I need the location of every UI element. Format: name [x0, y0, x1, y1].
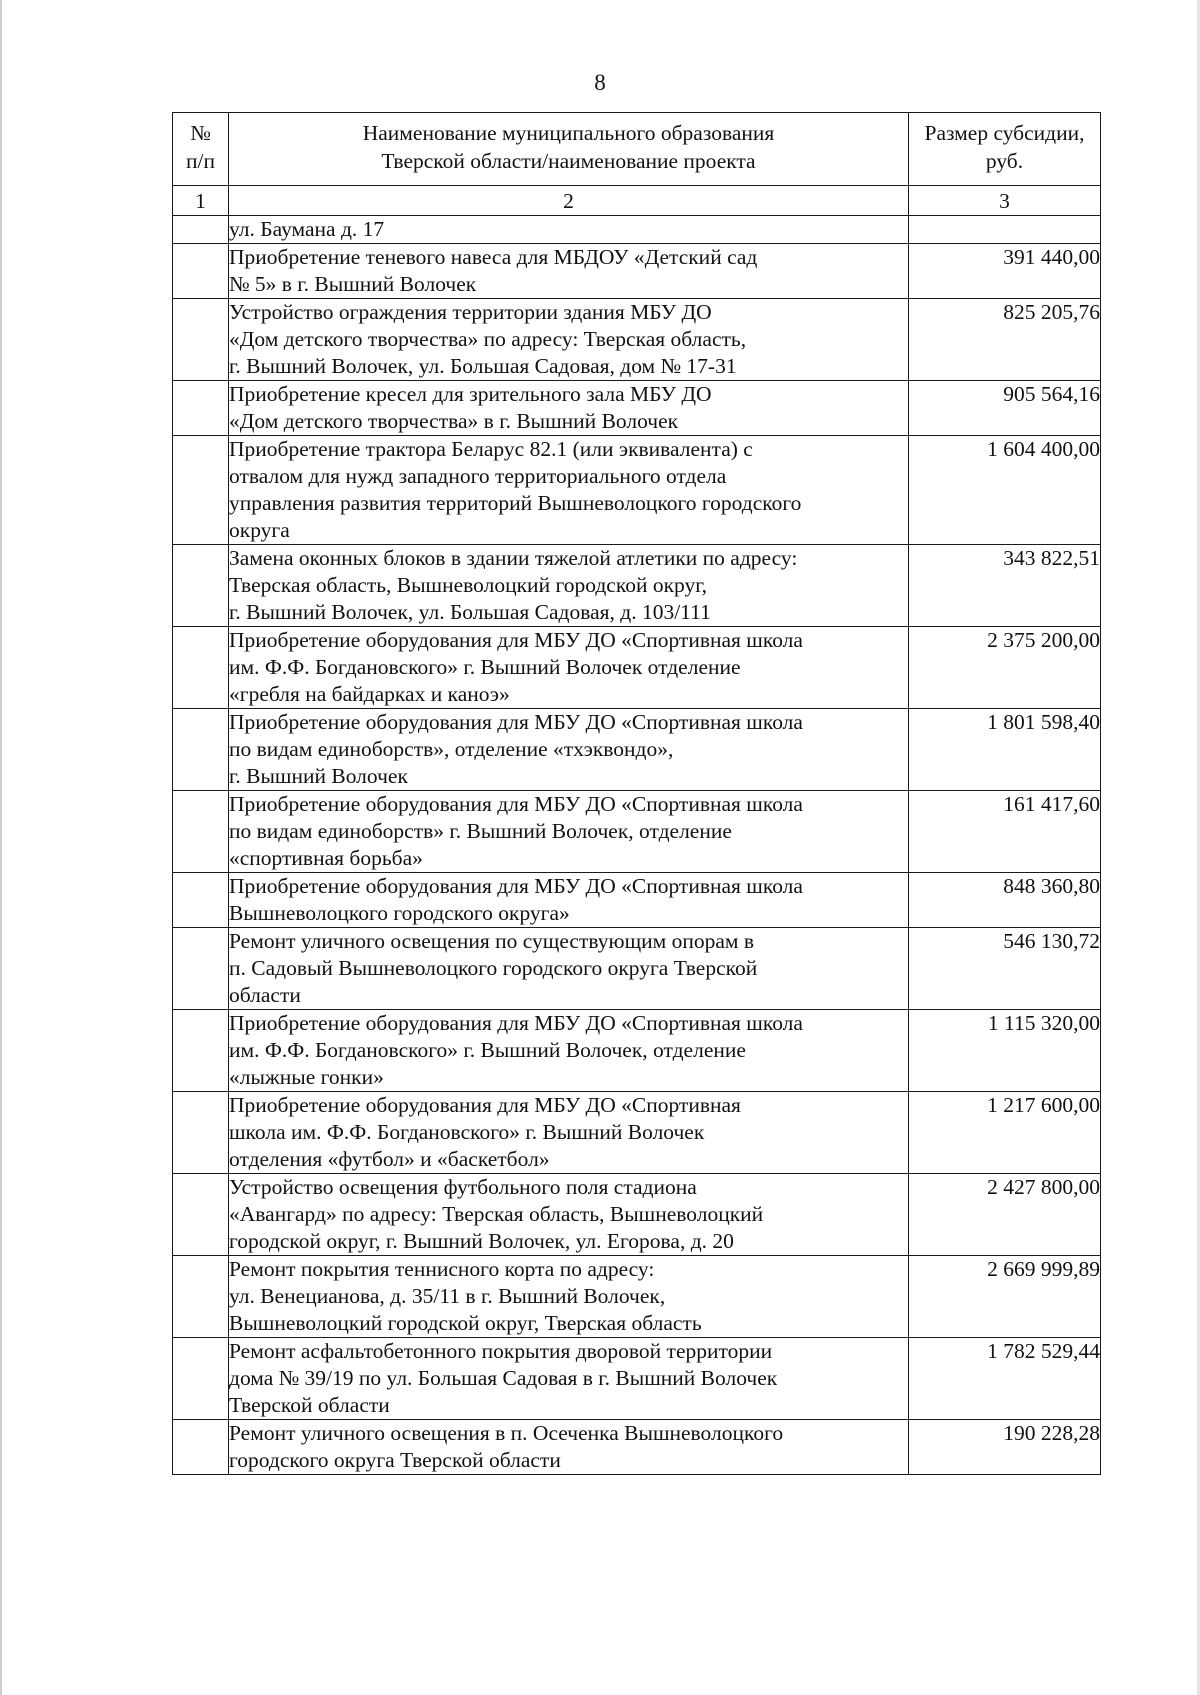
- row-num-cell: [173, 1338, 229, 1420]
- table-header: [173, 113, 1101, 186]
- row-name-cell: [229, 1338, 909, 1420]
- table-row: [173, 1174, 1101, 1256]
- column-number-row: [173, 186, 1101, 216]
- row-amount-cell: 1 782 529,44: [909, 1338, 1101, 1420]
- table-row: [173, 1420, 1101, 1475]
- row-name-line: Приобретение кресел для зрительного зала МБУ ДО: [229, 382, 712, 406]
- row-name-line: отделения «футбол» и «баскетбол»: [229, 1147, 550, 1171]
- row-num-cell: [173, 299, 229, 381]
- row-name-cell: [229, 244, 909, 299]
- table-row: [173, 928, 1101, 1010]
- column-number: 2: [229, 186, 909, 216]
- row-name-line: дома № 39/19 по ул. Большая Садовая в г. Вышний Волочек: [229, 1366, 778, 1390]
- row-name-cell: [229, 928, 909, 1010]
- row-name-line: школа им. Ф.Ф. Богдановского» г. Вышний Волочек: [229, 1120, 705, 1144]
- table-row: [173, 244, 1101, 299]
- row-amount-cell: 2 427 800,00: [909, 1174, 1101, 1256]
- row-name-line: Тверская область, Вышневолоцкий городской округ,: [229, 573, 708, 597]
- row-amount-cell: 190 228,28: [909, 1420, 1101, 1475]
- row-num-cell: [173, 1174, 229, 1256]
- row-amount-cell: 343 822,51: [909, 545, 1101, 627]
- row-amount-cell: 1 604 400,00: [909, 436, 1101, 545]
- row-amount-cell: [909, 216, 1101, 244]
- row-name-cell: [229, 545, 909, 627]
- row-num-cell: [173, 928, 229, 1010]
- row-name-line: отвалом для нужд западного территориального отдела: [229, 464, 727, 488]
- row-name-line: «гребля на байдарках и каноэ»: [229, 682, 510, 706]
- row-num-cell: [173, 1010, 229, 1092]
- row-num-cell: [173, 244, 229, 299]
- row-name-line: Приобретение теневого навеса для МБДОУ «Детский сад: [229, 245, 758, 269]
- row-name-line: Устройство освещения футбольного поля стадиона: [229, 1175, 697, 1199]
- row-name-line: № 5» в г. Вышний Волочек: [229, 272, 477, 296]
- row-name-line: «лыжные гонки»: [229, 1065, 384, 1089]
- row-amount-cell: 161 417,60: [909, 791, 1101, 873]
- row-name-line: г. Вышний Волочек, ул. Большая Садовая, дом № 17-31: [229, 354, 737, 378]
- table-row: [173, 791, 1101, 873]
- page-number: 8: [594, 70, 606, 95]
- column-number: 1: [173, 186, 229, 216]
- row-name-line: г. Вышний Волочек, ул. Большая Садовая, д. 103/111: [229, 600, 711, 624]
- row-num-cell: [173, 709, 229, 791]
- row-num-cell: [173, 873, 229, 928]
- row-name-cell: [229, 1092, 909, 1174]
- row-name-cell: [229, 873, 909, 928]
- header-num-line1: №: [190, 121, 211, 145]
- row-name-line: Приобретение трактора Беларус 82.1 (или эквивалента) с: [229, 437, 753, 461]
- row-name-cell: [229, 1174, 909, 1256]
- row-name-line: округа: [229, 518, 290, 542]
- table-row: [173, 1092, 1101, 1174]
- row-amount-cell: 848 360,80: [909, 873, 1101, 928]
- row-name-line: Ремонт асфальтобетонного покрытия дворовой территории: [229, 1339, 773, 1363]
- row-num-cell: [173, 627, 229, 709]
- row-name-line: Замена оконных блоков в здании тяжелой атлетики по адресу:: [229, 546, 798, 570]
- table-row: [173, 545, 1101, 627]
- subsidy-table: [172, 112, 1101, 1475]
- row-amount-cell: 905 564,16: [909, 381, 1101, 436]
- row-name-line: области: [229, 983, 301, 1007]
- row-name-line: «Дом детского творчества» по адресу: Тверская область,: [229, 327, 747, 351]
- row-num-cell: [173, 1420, 229, 1475]
- row-name-line: Приобретение оборудования для МБУ ДО «Спортивная школа: [229, 1011, 803, 1035]
- row-name-line: Тверской области: [229, 1393, 390, 1417]
- header-name: [229, 113, 909, 186]
- header-num: [173, 113, 229, 186]
- row-name-cell: [229, 1256, 909, 1338]
- row-name-line: Ремонт покрытия теннисного корта по адресу:: [229, 1257, 655, 1281]
- row-name-cell: [229, 709, 909, 791]
- row-name-cell: [229, 1420, 909, 1475]
- row-name-cell: [229, 1010, 909, 1092]
- row-name-line: по видам единоборств», отделение «тхэквондо»,: [229, 737, 674, 761]
- row-name-line: управления развития территорий Вышневолоцкого городского: [229, 491, 802, 515]
- row-name-line: ул. Баумана д. 17: [229, 217, 385, 241]
- row-amount-cell: 1 801 598,40: [909, 709, 1101, 791]
- row-amount-cell: 825 205,76: [909, 299, 1101, 381]
- table-row: [173, 1338, 1101, 1420]
- row-name-line: Вышневолоцкого городского округа»: [229, 901, 570, 925]
- header-amount-line1: Размер субсидии,: [924, 121, 1085, 145]
- row-name-line: п. Садовый Вышневолоцкого городского округа Тверской: [229, 956, 758, 980]
- row-name-cell: [229, 791, 909, 873]
- row-num-cell: [173, 216, 229, 244]
- row-amount-cell: 2 669 999,89: [909, 1256, 1101, 1338]
- row-name-cell: [229, 216, 909, 244]
- row-name-line: Приобретение оборудования для МБУ ДО «Спортивная: [229, 1093, 741, 1117]
- table-row: [173, 299, 1101, 381]
- row-name-line: «Авангард» по адресу: Тверская область, Вышневолоцкий: [229, 1202, 764, 1226]
- row-num-cell: [173, 381, 229, 436]
- header-name-line1: Наименование муниципального образования: [362, 121, 775, 145]
- table-row: [173, 709, 1101, 791]
- table-row: [173, 873, 1101, 928]
- row-num-cell: [173, 1256, 229, 1338]
- row-name-line: г. Вышний Волочек: [229, 764, 408, 788]
- table-row: [173, 627, 1101, 709]
- row-name-line: «спортивная борьба»: [229, 846, 423, 870]
- row-amount-cell: 1 217 600,00: [909, 1092, 1101, 1174]
- row-name-line: им. Ф.Ф. Богдановского» г. Вышний Волочек отделение: [229, 655, 741, 679]
- table-body: [173, 186, 1101, 1475]
- header-name-line2: Тверской области/наименование проекта: [381, 149, 756, 173]
- header-amount: [909, 113, 1101, 186]
- row-name-line: городского округа Тверской области: [229, 1448, 561, 1472]
- column-number: 3: [909, 186, 1101, 216]
- table-row: [173, 381, 1101, 436]
- row-name-line: ул. Венецианова, д. 35/11 в г. Вышний Волочек,: [229, 1284, 666, 1308]
- row-name-line: Ремонт уличного освещения по существующим опорам в: [229, 929, 755, 953]
- header-amount-line2: руб.: [985, 149, 1024, 173]
- table-row: [173, 1256, 1101, 1338]
- row-amount-cell: 1 115 320,00: [909, 1010, 1101, 1092]
- row-name-line: Ремонт уличного освещения в п. Осеченка Вышневолоцкого: [229, 1421, 784, 1445]
- row-num-cell: [173, 791, 229, 873]
- scan-edge-left: [0, 0, 2, 1695]
- row-num-cell: [173, 1092, 229, 1174]
- row-name-line: Приобретение оборудования для МБУ ДО «Спортивная школа: [229, 874, 803, 898]
- table-row: [173, 1010, 1101, 1092]
- row-name-line: по видам единоборств» г. Вышний Волочек, отделение: [229, 819, 732, 843]
- row-amount-cell: 546 130,72: [909, 928, 1101, 1010]
- row-name-line: городской округ, г. Вышний Волочек, ул. Егорова, д. 20: [229, 1229, 734, 1253]
- row-name-cell: [229, 627, 909, 709]
- table-row: [173, 436, 1101, 545]
- row-name-cell: [229, 299, 909, 381]
- row-name-line: Приобретение оборудования для МБУ ДО «Спортивная школа: [229, 710, 803, 734]
- row-num-cell: [173, 545, 229, 627]
- row-amount-cell: 2 375 200,00: [909, 627, 1101, 709]
- row-num-cell: [173, 436, 229, 545]
- row-name-line: Приобретение оборудования для МБУ ДО «Спортивная школа: [229, 792, 803, 816]
- row-name-line: Устройство ограждения территории здания МБУ ДО: [229, 300, 712, 324]
- row-name-line: им. Ф.Ф. Богдановского» г. Вышний Волочек, отделение: [229, 1038, 746, 1062]
- row-name-cell: [229, 436, 909, 545]
- row-name-line: Вышневолоцкий городской округ, Тверская область: [229, 1311, 702, 1335]
- row-name-cell: [229, 381, 909, 436]
- header-num-line2: п/п: [186, 149, 215, 173]
- table-row: [173, 216, 1101, 244]
- row-name-line: «Дом детского творчества» в г. Вышний Волочек: [229, 409, 679, 433]
- row-amount-cell: 391 440,00: [909, 244, 1101, 299]
- row-name-line: Приобретение оборудования для МБУ ДО «Спортивная школа: [229, 628, 803, 652]
